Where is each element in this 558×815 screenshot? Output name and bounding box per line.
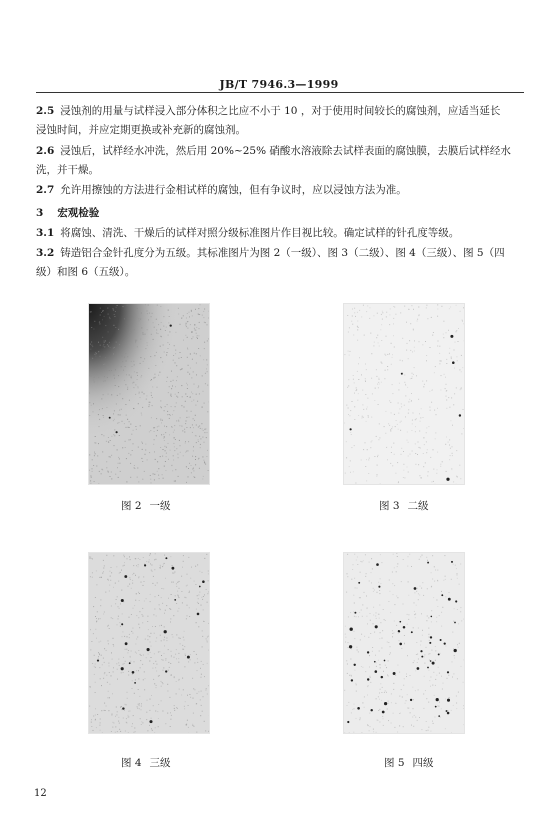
section-title: 宏观检验: [57, 207, 100, 219]
figure-label: 图 2: [121, 500, 142, 512]
figure-3-grade-2-image: [343, 303, 465, 485]
section-heading: [36, 205, 99, 220]
paragraph-number: 2.6: [36, 145, 55, 157]
figure-5-grade-4-image: [343, 552, 465, 734]
document-code-header: JB/T 7946.3—1999: [219, 78, 339, 91]
figure-4-caption: [121, 755, 171, 770]
figure-grade: 三级: [149, 757, 171, 769]
figure-grade: 一级: [149, 500, 171, 512]
paragraph-line: 级）和图 6（五级）。: [36, 266, 136, 278]
figure-grade: 四级: [412, 757, 434, 769]
paragraph-number: 2.7: [36, 184, 55, 196]
paragraph-3-1: [36, 224, 526, 243]
header-rule: [36, 92, 524, 93]
figure-label: 图 4: [121, 757, 142, 769]
paragraph-line: 浸蚀时间，并应定期更换或补充新的腐蚀剂。: [36, 124, 246, 136]
figure-2-grade-1-image: [88, 303, 210, 485]
paragraph-line: 将腐蚀、清洗、干燥后的试样对照分级标准图片作目视比较。确定试样的针孔度等级。: [60, 227, 460, 239]
paragraph-line: 浸蚀剂的用量与试样浸入部分体积之比应不小于 10 ，对于使用时间较长的腐蚀剂，应适当延长: [60, 105, 501, 117]
figure-label: 图 3: [379, 500, 400, 512]
paragraph-line: 浸蚀后，试样经水冲洗，然后用 20%~25% 硝酸水溶液除去试样表面的腐蚀膜，去膜后试样经水: [60, 145, 511, 157]
paragraph-2-6: [36, 142, 526, 180]
section-number: 3: [36, 207, 44, 219]
page-number: 12: [34, 788, 47, 799]
figure-label: 图 5: [384, 757, 405, 769]
paragraph-2-7: [36, 181, 526, 200]
figure-3-caption: [379, 498, 429, 513]
figure-2-caption: [121, 498, 171, 513]
paragraph-number: 3.2: [36, 247, 55, 259]
paragraph-line: 铸造铝合金针孔度分为五级。其标准图片为图 2（一级）、图 3（二级）、图 4（三级）、图 5（四: [60, 247, 505, 259]
paragraph-line: 洗，并干燥。: [36, 164, 99, 176]
figure-4-grade-3-image: [88, 552, 210, 734]
figure-grade: 二级: [407, 500, 429, 512]
paragraph-number: 2.5: [36, 105, 55, 117]
paragraph-number: 3.1: [36, 227, 55, 239]
figure-5-caption: [384, 755, 434, 770]
paragraph-2-5: [36, 102, 526, 140]
paragraph-3-2: [36, 244, 526, 282]
paragraph-line: 允许用擦蚀的方法进行金相试样的腐蚀，但有争议时，应以浸蚀方法为准。: [60, 184, 407, 196]
